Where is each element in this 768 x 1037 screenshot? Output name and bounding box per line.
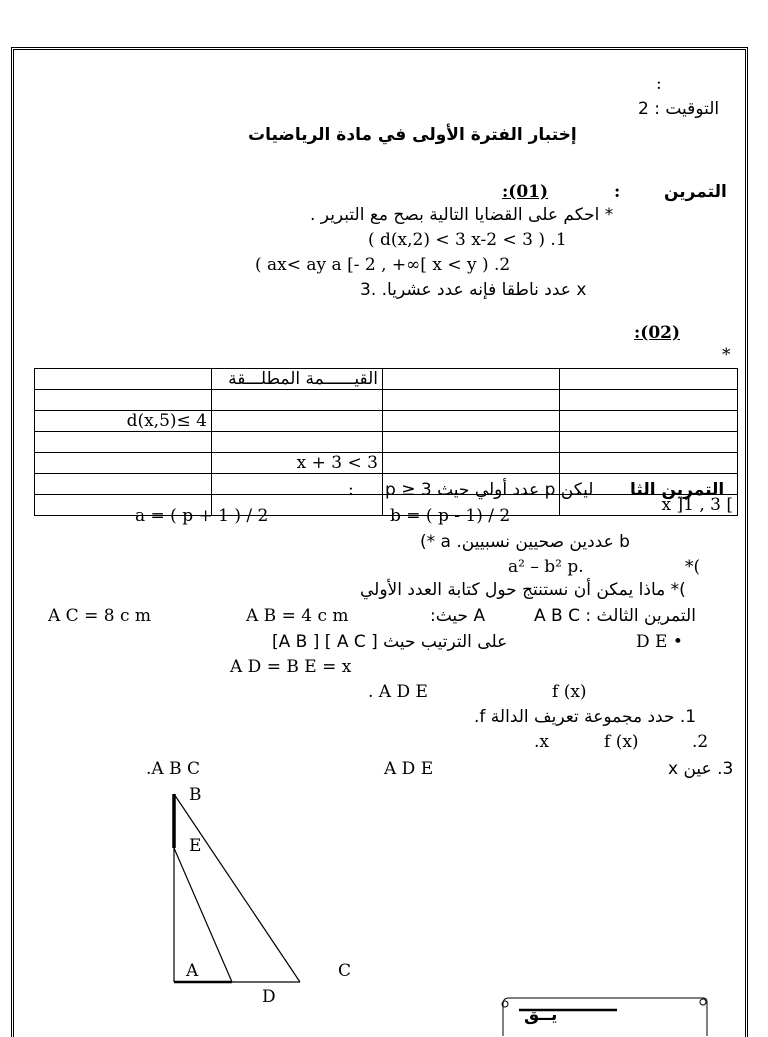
table-cell — [560, 369, 738, 390]
exercise2-number: :(02) — [634, 323, 681, 343]
colon-top: : — [656, 74, 662, 94]
exercise4-ac: A C = 8 c m — [48, 606, 152, 626]
table-cell — [560, 453, 738, 474]
exercise4-s3: 3. عين x — [668, 759, 734, 779]
side-bc — [174, 794, 300, 982]
exercise4-condition: A حيث: — [430, 606, 486, 626]
exercise4-points: D E • — [636, 632, 683, 652]
table-cell — [560, 411, 738, 432]
label-b: B — [189, 785, 202, 805]
table-cell-abs: x + 3 < 3 — [212, 453, 383, 474]
label-c: C — [338, 961, 352, 981]
timing: التوقيت : 2 — [638, 99, 720, 119]
label-d: D — [262, 987, 276, 1007]
exercise3-q1: b عددين صحيين نسبيين. a *) — [420, 532, 630, 552]
table-cell — [35, 453, 212, 474]
exercise4-heading: التمرين الثالث : A B C — [534, 606, 696, 626]
exercise1-item1: ( d(x,2) < 3 x-2 < 3 ) .1 — [368, 230, 567, 250]
exercise3-colon: : — [348, 480, 354, 500]
table-cell — [35, 369, 212, 390]
exercise4-ab: A B = 4 c m — [246, 606, 349, 626]
table-cell — [383, 369, 560, 390]
exercise3-heading: التمرين الثا — [630, 480, 725, 500]
scroll-text: يــق — [524, 1005, 558, 1025]
table-cell — [383, 453, 560, 474]
exercise1-number: :(01) — [502, 182, 549, 202]
exercise4-s2-num: .2 — [692, 732, 709, 752]
page-frame — [11, 47, 748, 1037]
exercise4-s1: 1. حدد مجموعة تعريف الدالة f. — [474, 707, 697, 727]
exercise4-equal: A D = B E = x — [230, 657, 352, 677]
label-a: A — [186, 961, 199, 981]
exercise1-instruction: * احكم على القضايا التالية بصح مع التبرير . — [310, 205, 614, 225]
exercise3-q3: )* ماذا يمكن أن نستنتج حول كتابة العدد الأولي — [360, 580, 686, 600]
exercise3-q2-star: *( — [685, 557, 701, 577]
label-e: E — [189, 836, 202, 856]
table-cell — [383, 411, 560, 432]
triangle-figure — [150, 780, 370, 1020]
exercise2-star: * — [722, 345, 731, 365]
exercise3-statement: ليكن p عدد أولي حيث 3 ≤ p — [385, 480, 594, 500]
exercise4-s3-abc: .A B C — [146, 759, 200, 779]
exercise1-heading: التمرين — [664, 182, 727, 202]
exercise4-s2-x: .x — [534, 732, 549, 752]
exercise4-s2-fx: f (x) — [604, 732, 639, 752]
formula-a: a = ( p + 1 ) / 2 — [135, 506, 269, 526]
formula-b: b = ( p - 1) / 2 — [390, 506, 511, 526]
exercise4-s3-ade: A D E — [384, 759, 434, 779]
exercise3-q2: a² – b² p. — [508, 557, 584, 577]
table-cell — [212, 411, 383, 432]
table-cell-distance: d(x,5)≤ 4 — [35, 411, 212, 432]
exercise4-fx: f (x) — [552, 682, 587, 702]
exercise1-heading-colon: : — [614, 182, 621, 202]
table-cell-interval: x ]1 , 3 [ — [560, 495, 738, 516]
page-title: إختبار الفترة الأولى في مادة الرياضيات — [248, 125, 577, 145]
exercise1-item3: x عدد ناطقا فإنه عدد عشريا. .3 — [360, 280, 587, 300]
exercise1-item2: ( ax< ay a [- 2 , +∞[ x < y ) .2 — [255, 255, 511, 275]
exercise4-segments: على الترتيب حيث [ A C ] [ A B] — [272, 632, 508, 652]
table-header-abs: القيــــــمة المطلـــقة — [212, 369, 383, 390]
exercise4-triangle: . A D E — [368, 682, 428, 702]
